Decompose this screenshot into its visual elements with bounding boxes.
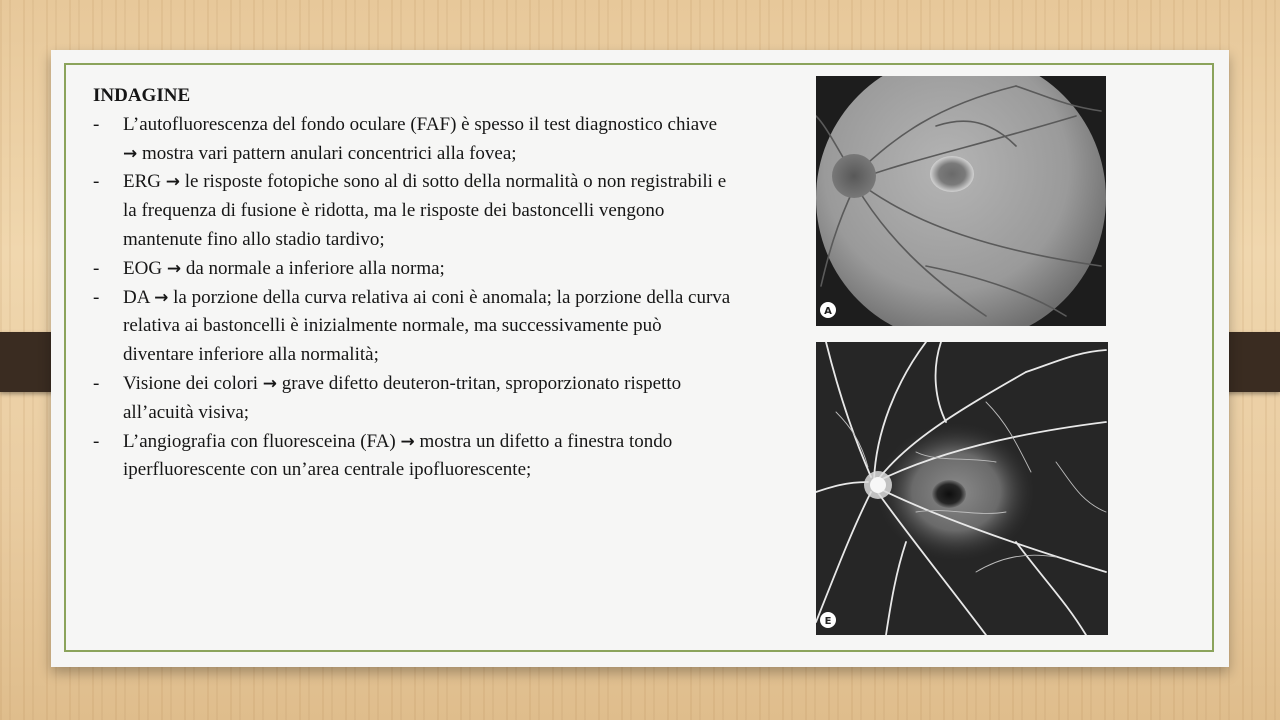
bullet-text: EOG bbox=[123, 257, 167, 279]
bullet-text: DA bbox=[123, 286, 155, 308]
text-content bbox=[93, 82, 733, 485]
bullet-text: L’autofluorescenza del fondo oculare (FAF) è spesso il test diagnostico chiave bbox=[123, 113, 718, 135]
figure-label: A bbox=[824, 306, 832, 317]
bullet-dash: - bbox=[93, 113, 100, 135]
bullet-dash: - bbox=[93, 257, 100, 279]
list-item-faf bbox=[93, 111, 733, 169]
bullet-text: grave difetto deuteron-tritan, sproporzionato rispetto all’acuità visiva; bbox=[123, 372, 682, 423]
findings-list bbox=[93, 111, 733, 485]
bullet-text: la porzione della curva relativa ai coni è anomala; la porzione della curva relativa ai bastoncelli è inizialmente normale, ma successivamente può diventare inferiore alla normalità; bbox=[123, 286, 731, 366]
bullet-dash: - bbox=[93, 372, 100, 394]
list-item-erg bbox=[93, 168, 733, 254]
slide bbox=[51, 50, 1229, 667]
arrow-icon: → bbox=[154, 287, 169, 308]
bullet-dash: - bbox=[93, 430, 100, 452]
list-item-eog bbox=[93, 255, 733, 284]
bullet-text: mostra vari pattern anulari concentrici alla fovea; bbox=[137, 142, 517, 164]
bullet-text: L’angiografia con fluoresceina (FA) bbox=[123, 430, 401, 452]
bullet-dash: - bbox=[93, 171, 100, 193]
arrow-icon: → bbox=[400, 431, 415, 452]
bullet-text: le risposte fotopiche sono al di sotto della normalità o non registrabili e la frequenza di fusione è ridotta, ma le risposte dei bastoncelli vengono mantenute fino allo stadio tardivo; bbox=[123, 171, 727, 250]
bullet-text: Visione dei colori bbox=[123, 372, 263, 394]
list-item-color-vision bbox=[93, 370, 733, 428]
arrow-icon: → bbox=[165, 172, 180, 193]
fundus-autofluorescence-image bbox=[816, 76, 1106, 326]
fa-photo-graphic bbox=[816, 342, 1108, 635]
arrow-icon: → bbox=[262, 373, 277, 394]
bullet-dash: - bbox=[93, 286, 100, 308]
arrow-icon: → bbox=[123, 143, 138, 164]
bullet-text: da normale a inferiore alla norma; bbox=[181, 257, 445, 279]
faf-photo-graphic bbox=[816, 76, 1106, 326]
bullet-text: ERG bbox=[123, 171, 166, 193]
fluorescein-angiography-image bbox=[816, 342, 1108, 635]
figure-label: E bbox=[824, 616, 832, 627]
bullet-text: mostra un difetto a finestra tondo iperfluorescente con un’area centrale ipofluorescente; bbox=[123, 430, 673, 481]
list-item-fa bbox=[93, 428, 733, 486]
section-heading: INDAGINE bbox=[93, 85, 191, 106]
list-item-da bbox=[93, 284, 733, 370]
arrow-icon: → bbox=[166, 258, 182, 279]
